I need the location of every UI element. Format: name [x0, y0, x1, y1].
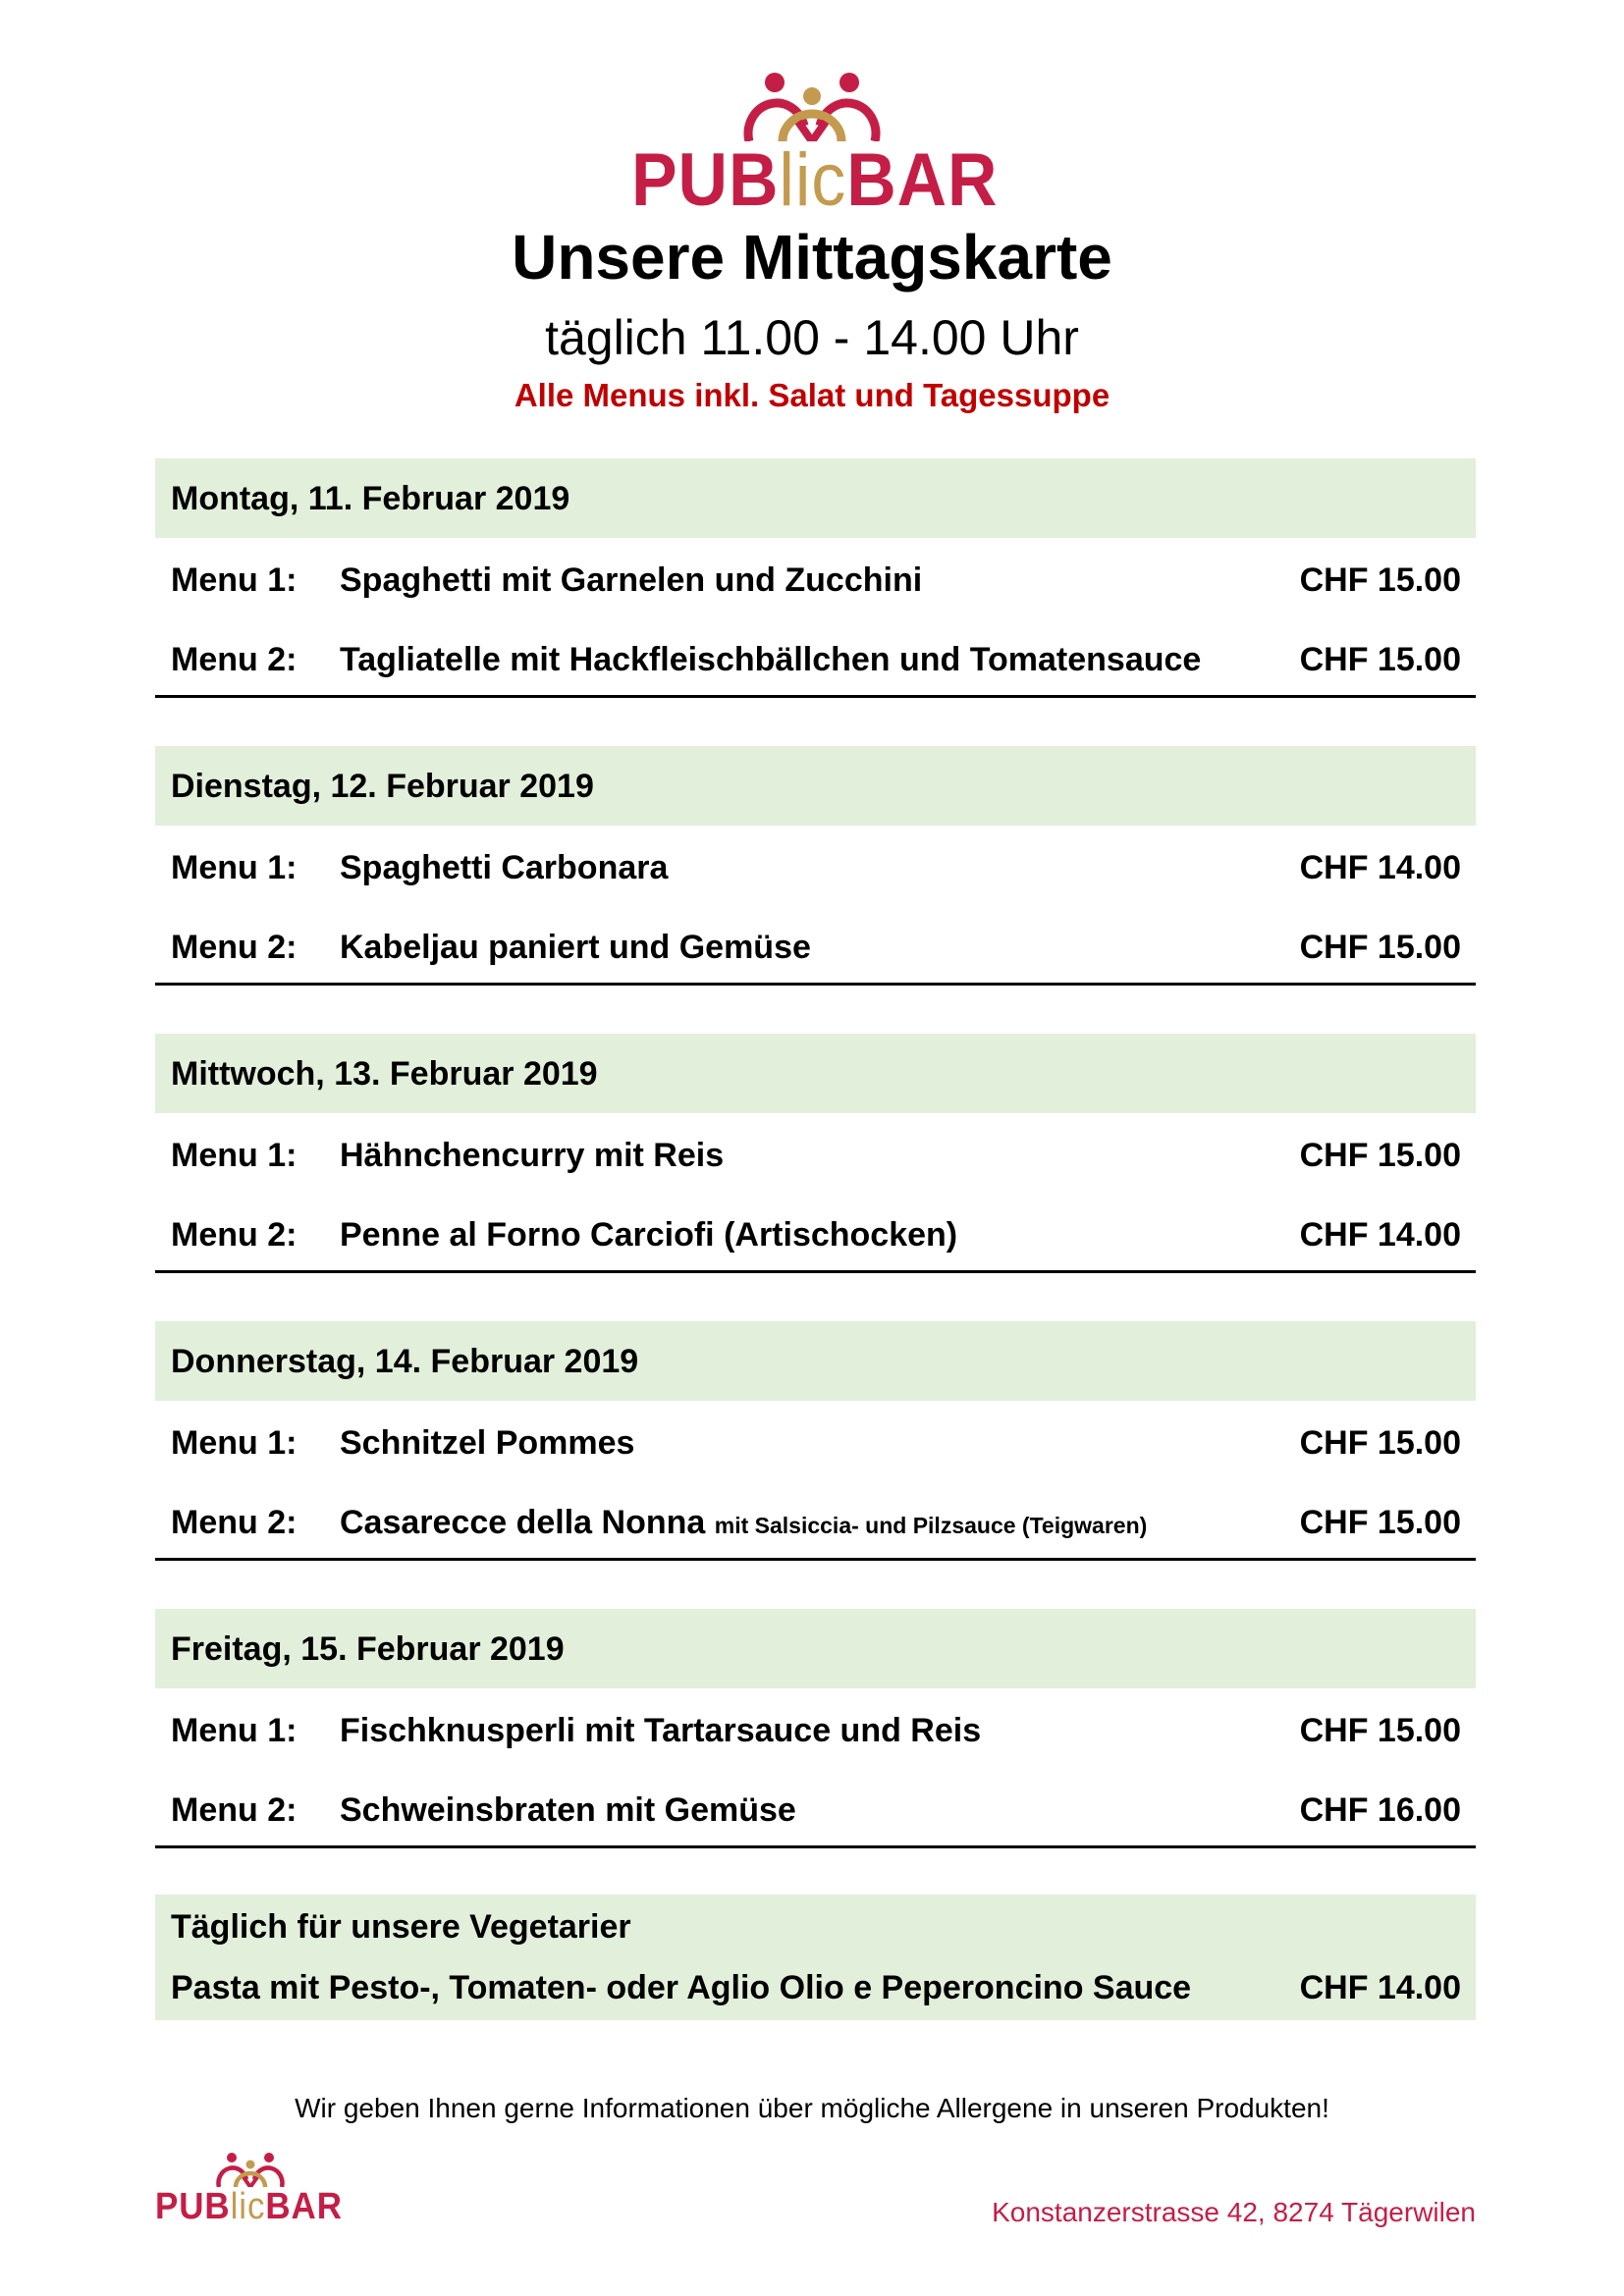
day-section [155, 746, 1476, 1034]
logo-text-pub: PUB [631, 138, 780, 222]
vegetarian-title: Täglich für unsere Vegetarier [171, 1908, 631, 1946]
opening-hours: täglich 11.00 - 14.00 Uhr [545, 310, 1079, 365]
dish-description: mit Salsiccia- und Pilzsauce (Teigwaren) [714, 1513, 1148, 1538]
section-divider [155, 1558, 1476, 1561]
logo-text-pub: PUB [155, 2186, 231, 2227]
menu-label: Menu 2: [171, 641, 298, 678]
menu-row [155, 1210, 1476, 1259]
menu-dish [340, 1418, 634, 1468]
menu-price: CHF 14.00 [1299, 1216, 1461, 1254]
logo-text-bar: BAR [265, 2186, 343, 2227]
menu-label: Menu 1: [171, 1424, 298, 1462]
logo-text-lic: lic [779, 138, 847, 222]
menu-label: Menu 2: [171, 1791, 298, 1829]
menu-dish [340, 1706, 981, 1755]
menu-dish [340, 843, 668, 892]
logo-wordmark [155, 2186, 343, 2227]
logo-text-lic: lic [230, 2186, 266, 2227]
day-date: Donnerstag, 14. Februar 2019 [171, 1343, 639, 1380]
menu-label: Menu 1: [171, 1137, 298, 1174]
menu-price: CHF 15.00 [1299, 561, 1461, 599]
menu-label: Menu 2: [171, 929, 298, 966]
menu-dish [340, 1498, 1147, 1550]
dish-name: Kabeljau paniert und Gemüse [340, 929, 811, 966]
menu-price: CHF 15.00 [1299, 1137, 1461, 1174]
menu-row [155, 1418, 1476, 1468]
brand-logo [616, 71, 1008, 222]
menu-row [155, 1498, 1476, 1547]
menu-label: Menu 2: [171, 1216, 298, 1254]
menu-row [155, 635, 1476, 684]
address: Konstanzerstrasse 42, 8274 Tägerwilen [992, 2197, 1476, 2227]
vegetarian-price: CHF 14.00 [1299, 1969, 1461, 2006]
section-divider [155, 983, 1476, 986]
menu-dish [340, 923, 811, 972]
menu-row [155, 923, 1476, 972]
menu-price: CHF 14.00 [1299, 849, 1461, 886]
dish-name: Schweinsbraten mit Gemüse [340, 1791, 796, 1829]
menu-dish [340, 556, 922, 605]
day-date: Mittwoch, 13. Februar 2019 [171, 1055, 598, 1093]
section-divider [155, 695, 1476, 698]
day-header [155, 1034, 1476, 1113]
menu-price: CHF 15.00 [1299, 641, 1461, 678]
menu-price: CHF 15.00 [1299, 1504, 1461, 1541]
dish-name: Tagliatelle mit Hackfleischbällchen und Tomatensauce [340, 641, 1202, 678]
logo-text-bar: BAR [846, 138, 999, 222]
dish-name: Fischknusperli mit Tartarsauce und Reis [340, 1712, 982, 1749]
day-date: Dienstag, 12. Februar 2019 [171, 768, 594, 805]
dish-name: Casarecce della Nonna [340, 1504, 706, 1541]
dish-name: Schnitzel Pommes [340, 1424, 635, 1462]
menu-price: CHF 15.00 [1299, 1712, 1461, 1749]
page-title: Unsere Mittagskarte [512, 222, 1112, 293]
dish-name: Hähnchencurry mit Reis [340, 1137, 725, 1174]
three-people-icon [743, 71, 881, 141]
day-date: Montag, 11. Februar 2019 [171, 480, 570, 517]
day-section [155, 1609, 1476, 1896]
section-divider [155, 1270, 1476, 1273]
menu-label: Menu 2: [171, 1504, 298, 1541]
menu-dish [340, 1131, 724, 1180]
day-date: Freitag, 15. Februar 2019 [171, 1630, 565, 1668]
menu-price: CHF 15.00 [1299, 929, 1461, 966]
day-section [155, 1321, 1476, 1609]
menu-row [155, 1131, 1476, 1180]
dish-name: Penne al Forno Carciofi (Artischocken) [340, 1216, 958, 1254]
three-people-icon [216, 2152, 285, 2187]
day-header [155, 746, 1476, 826]
footer-logo [155, 2152, 352, 2226]
menu-row [155, 556, 1476, 605]
menu-label: Menu 1: [171, 561, 298, 599]
vegetarian-dish: Pasta mit Pesto-, Tomaten- oder Aglio Olio e Peperoncino Sauce [171, 1969, 1192, 2006]
dish-name: Spaghetti Carbonara [340, 849, 669, 886]
menu-dish [340, 1210, 957, 1259]
section-divider [155, 1845, 1476, 1848]
day-header [155, 1321, 1476, 1401]
menu-row [155, 843, 1476, 892]
day-header [155, 1609, 1476, 1688]
menu-label: Menu 1: [171, 849, 298, 886]
vegetarian-section [155, 1895, 1476, 2020]
menu-row [155, 1786, 1476, 1835]
allergen-note: Wir geben Ihnen gerne Informationen über mögliche Allergene in unseren Produkten! [295, 2093, 1329, 2123]
included-note: Alle Menus inkl. Salat und Tagessuppe [514, 377, 1110, 413]
menu-row [155, 1706, 1476, 1755]
dish-name: Spaghetti mit Garnelen und Zucchini [340, 561, 923, 599]
menu-label: Menu 1: [171, 1712, 298, 1749]
day-section [155, 1034, 1476, 1321]
logo-wordmark [631, 138, 999, 222]
menu-price: CHF 15.00 [1299, 1424, 1461, 1462]
day-section [155, 458, 1476, 746]
menu-table [155, 458, 1476, 1896]
menu-dish [340, 635, 1201, 684]
menu-dish [340, 1786, 796, 1835]
menu-price: CHF 16.00 [1299, 1791, 1461, 1829]
day-header [155, 458, 1476, 538]
